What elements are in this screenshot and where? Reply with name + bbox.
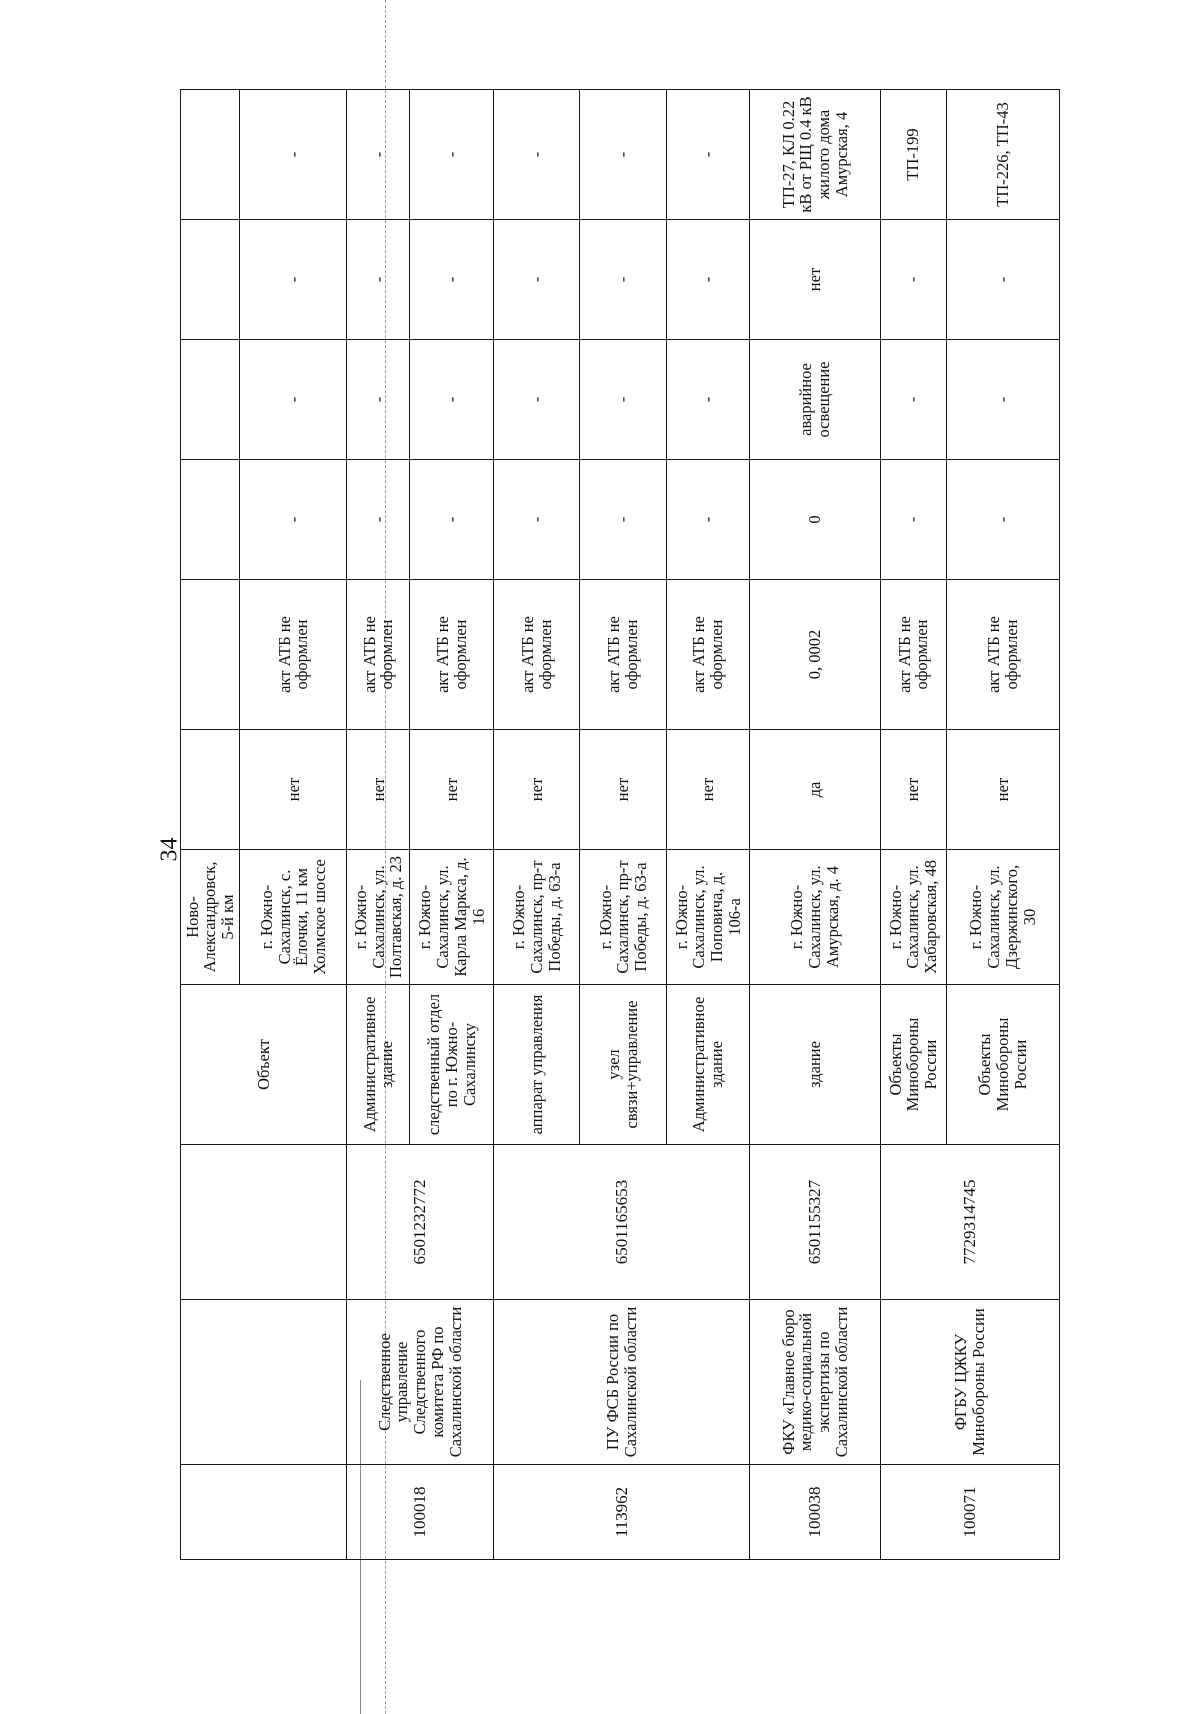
object-cell: здание bbox=[750, 985, 880, 1145]
yesno-cell: - bbox=[946, 220, 1059, 340]
tp-cell: ТП-226, ТП-43 bbox=[946, 90, 1059, 220]
purpose-cell: - bbox=[880, 340, 946, 460]
purpose-cell: - bbox=[493, 340, 580, 460]
purpose-cell: - bbox=[410, 340, 493, 460]
address-cell: г. Южно-Сахалинск, с. Ёлочки, 11 км Холмское шоссе bbox=[240, 850, 347, 985]
table-row bbox=[493, 90, 580, 1560]
object-cell: узел связи+управление bbox=[580, 985, 667, 1145]
cell-tp-empty bbox=[181, 90, 240, 220]
flag-cell: нет bbox=[946, 730, 1059, 850]
flag-cell: нет bbox=[880, 730, 946, 850]
organization-cell: ФГБУ ЦЖКУ Минобороны России bbox=[880, 1300, 1059, 1465]
cell-yesno-empty bbox=[181, 220, 240, 340]
flag-cell: нет bbox=[240, 730, 347, 850]
purpose-cell: аварийное освещение bbox=[750, 340, 880, 460]
value-cell: - bbox=[580, 460, 667, 580]
table-row bbox=[347, 90, 410, 1560]
flag-cell: нет bbox=[667, 730, 750, 850]
inn-cell: 7729314745 bbox=[880, 1145, 1059, 1300]
act-cell: акт АТБ не оформлен bbox=[580, 580, 667, 730]
yesno-cell: - bbox=[347, 220, 410, 340]
yesno-cell: - bbox=[240, 220, 347, 340]
cell-num-empty bbox=[181, 1465, 347, 1560]
cell-value-empty bbox=[181, 460, 240, 580]
register-table bbox=[180, 89, 1060, 1560]
address-cell: г. Южно-Сахалинск, пр-т Победы, д. 63-а bbox=[580, 850, 667, 985]
value-cell: - bbox=[667, 460, 750, 580]
continued-address-cell: Ново-Александровск, 5-й км bbox=[181, 850, 240, 985]
tp-cell: ТП-27, КЛ 0.22 кВ от РЩ 0.4 кВ жилого дома Амурская, 4 bbox=[750, 90, 880, 220]
inn-cell: 6501232772 bbox=[347, 1145, 494, 1300]
cell-inn-empty bbox=[181, 1145, 347, 1300]
address-cell: г. Южно-Сахалинск, ул. Дзержинского, 30 bbox=[946, 850, 1059, 985]
inn-cell: 6501165653 bbox=[493, 1145, 750, 1300]
value-cell: 0 bbox=[750, 460, 880, 580]
object-cell: Административное здание bbox=[667, 985, 750, 1145]
object-cell: Объекты Минобороны России bbox=[946, 985, 1059, 1145]
flag-cell: нет bbox=[347, 730, 410, 850]
table-row bbox=[750, 90, 880, 1560]
tp-cell: ТП-199 bbox=[880, 90, 946, 220]
yesno-cell: - bbox=[493, 220, 580, 340]
tp-cell: - bbox=[493, 90, 580, 220]
purpose-cell: - bbox=[667, 340, 750, 460]
flag-cell: нет bbox=[493, 730, 580, 850]
flag-cell: нет bbox=[410, 730, 493, 850]
object-cell: следственный отдел по г. Южно-Сахалинску bbox=[410, 985, 493, 1145]
organization-cell: ПУ ФСБ России по Сахалинской области bbox=[493, 1300, 750, 1465]
value-cell: - bbox=[880, 460, 946, 580]
object-cell: Административное здание bbox=[347, 985, 410, 1145]
yesno-cell: - bbox=[880, 220, 946, 340]
act-cell: 0, 0002 bbox=[750, 580, 880, 730]
purpose-cell: - bbox=[240, 340, 347, 460]
act-cell: акт АТБ не оформлен bbox=[667, 580, 750, 730]
value-cell: - bbox=[410, 460, 493, 580]
record-number-cell: 100018 bbox=[347, 1465, 494, 1560]
table-row bbox=[181, 90, 240, 1560]
act-cell: акт АТБ не оформлен bbox=[493, 580, 580, 730]
tp-cell: - bbox=[667, 90, 750, 220]
record-number-cell: 100071 bbox=[880, 1465, 1059, 1560]
purpose-cell: - bbox=[946, 340, 1059, 460]
yesno-cell: - bbox=[667, 220, 750, 340]
act-cell: акт АТБ не оформлен bbox=[946, 580, 1059, 730]
address-cell: г. Южно-Сахалинск, ул. Полтавская, д. 23 bbox=[347, 850, 410, 985]
act-cell: акт АТБ не оформлен bbox=[880, 580, 946, 730]
rotated-table-container bbox=[180, 90, 1060, 1560]
cell-org-empty bbox=[181, 1300, 347, 1465]
cell-flag-empty bbox=[181, 730, 240, 850]
page-number: 34 bbox=[156, 837, 183, 862]
record-number-cell: 113962 bbox=[493, 1465, 750, 1560]
value-cell: - bbox=[347, 460, 410, 580]
address-cell: г. Южно-Сахалинск, ул. Амурская, д. 4 bbox=[750, 850, 880, 985]
organization-cell: ФКУ «Главное бюро медико-социальной экспертизы по Сахалинской области bbox=[750, 1300, 880, 1465]
record-number-cell: 100038 bbox=[750, 1465, 880, 1560]
inn-cell: 6501155327 bbox=[750, 1145, 880, 1300]
value-cell: - bbox=[240, 460, 347, 580]
flag-cell: да bbox=[750, 730, 880, 850]
object-header-cell: Объект bbox=[181, 985, 347, 1145]
address-cell: г. Южно-Сахалинск, ул. Карла Маркса, д. 16 bbox=[410, 850, 493, 985]
value-cell: - bbox=[493, 460, 580, 580]
act-cell: акт АТБ не оформлен bbox=[410, 580, 493, 730]
tp-cell: - bbox=[240, 90, 347, 220]
cell-act-empty bbox=[181, 580, 240, 730]
purpose-cell: - bbox=[347, 340, 410, 460]
table-row bbox=[880, 90, 946, 1560]
cell-purpose-empty bbox=[181, 340, 240, 460]
address-cell: г. Южно-Сахалинск, ул. Хабаровская, 48 bbox=[880, 850, 946, 985]
yesno-cell: - bbox=[580, 220, 667, 340]
address-cell: г. Южно-Сахалинск, ул. Поповича, д. 106-а bbox=[667, 850, 750, 985]
object-cell: аппарат управления bbox=[493, 985, 580, 1145]
address-cell: г. Южно-Сахалинск, пр-т Победы, д. 63-а bbox=[493, 850, 580, 985]
organization-cell: Следственное управление Следственного комитета РФ по Сахалинской области bbox=[347, 1300, 494, 1465]
tp-cell: - bbox=[347, 90, 410, 220]
object-cell: Объекты Минобороны России bbox=[880, 985, 946, 1145]
tp-cell: - bbox=[580, 90, 667, 220]
flag-cell: нет bbox=[580, 730, 667, 850]
value-cell: - bbox=[946, 460, 1059, 580]
act-cell: акт АТБ не оформлен bbox=[240, 580, 347, 730]
tp-cell: - bbox=[410, 90, 493, 220]
purpose-cell: - bbox=[580, 340, 667, 460]
act-cell: акт АТБ не оформлен bbox=[347, 580, 410, 730]
yesno-cell: нет bbox=[750, 220, 880, 340]
yesno-cell: - bbox=[410, 220, 493, 340]
